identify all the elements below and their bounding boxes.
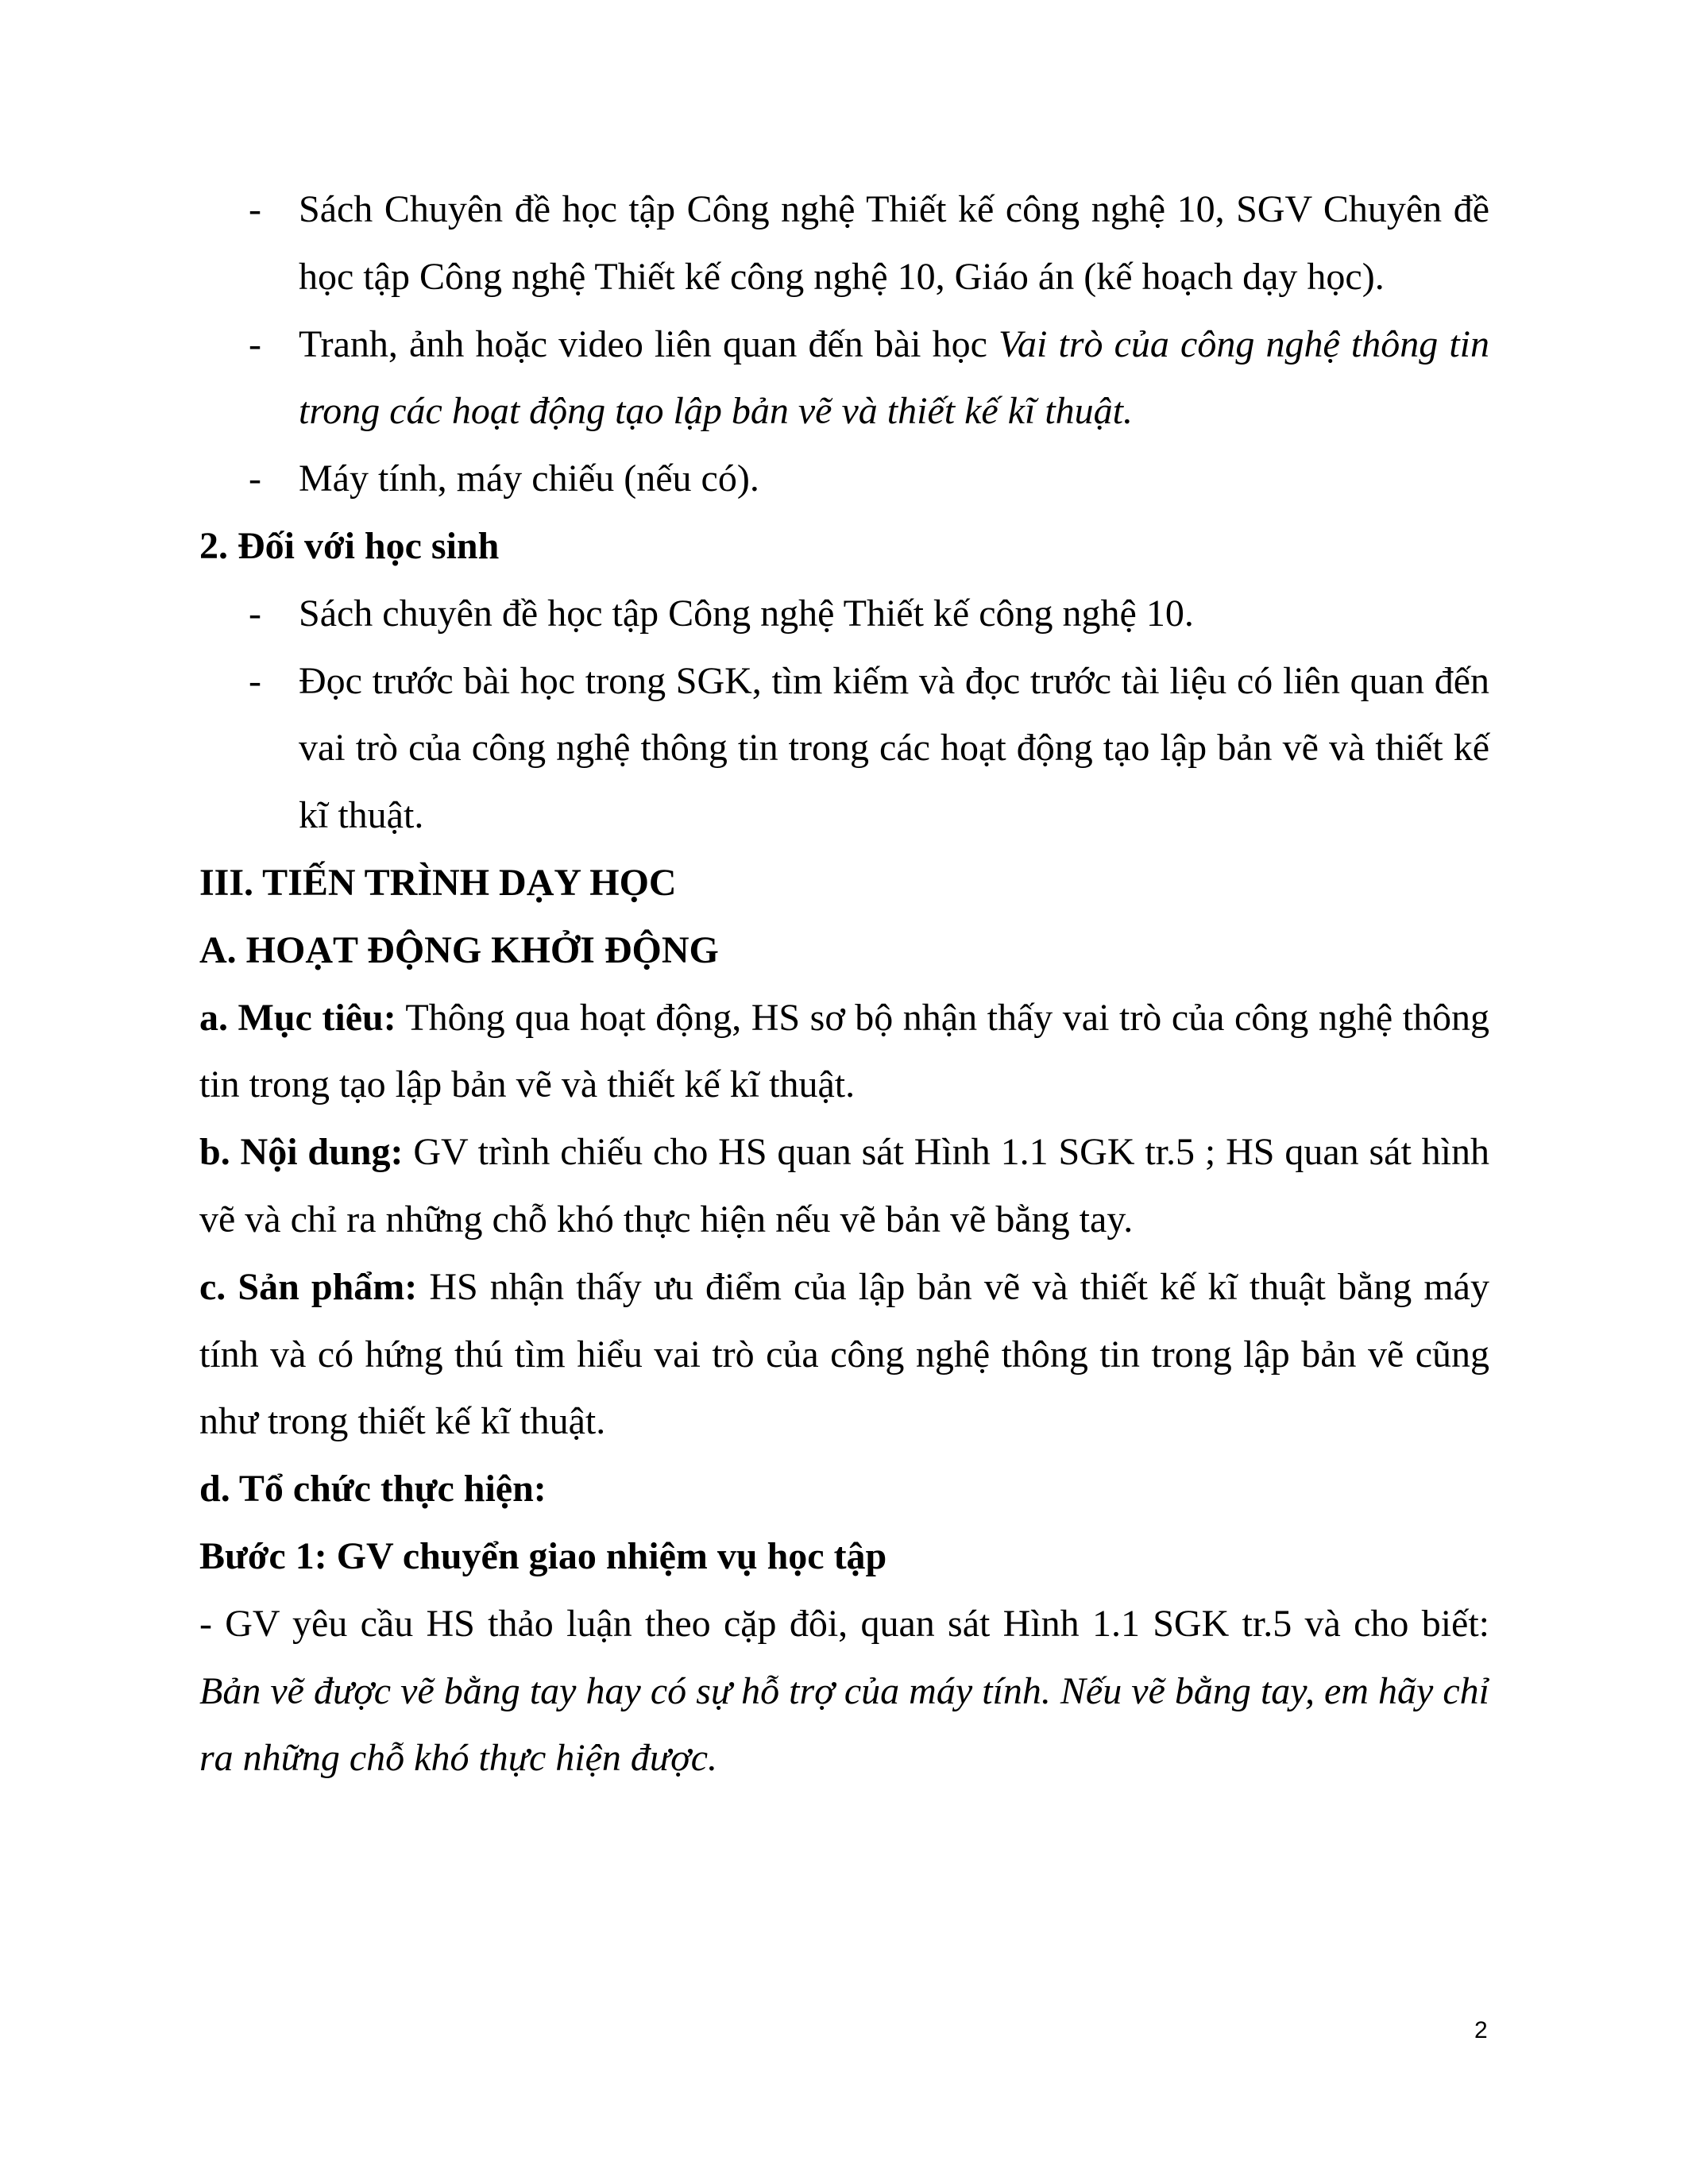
objective-label: a. Mục tiêu: xyxy=(199,996,396,1039)
step1-question: Bản vẽ được vẽ bằng tay hay có sự hỗ trợ của máy tính. Nếu vẽ bằng tay, em hãy chỉ ra những chỗ khó thực hiện được. xyxy=(199,1669,1489,1780)
section-heading: III. TIẾN TRÌNH DẠY HỌC xyxy=(199,861,677,904)
bullet-dash: - xyxy=(249,322,261,365)
content-paragraph xyxy=(199,1119,1489,1254)
list-item xyxy=(199,311,1489,446)
content-text: GV trình chiếu cho HS quan sát Hình 1.1 SGK tr.5 ; HS quan sát hình vẽ và chỉ ra những chỗ khó thực hiện nếu vẽ bản vẽ bằng tay. xyxy=(199,1131,1490,1241)
bullet-dash: - xyxy=(249,659,261,702)
list-item xyxy=(199,581,1489,648)
content-label: b. Nội dung: xyxy=(199,1131,404,1174)
activity-heading: A. HOẠT ĐỘNG KHỞI ĐỘNG xyxy=(199,928,719,971)
bullet-dash: - xyxy=(249,457,261,500)
list-item xyxy=(199,446,1489,513)
step1-text: - GV yêu cầu HS thảo luận theo cặp đôi, quan sát Hình 1.1 SGK tr.5 và cho biết: xyxy=(199,1602,1489,1645)
lesson-title: Vai trò của công nghệ thông tin trong các hoạt động tạo lập bản vẽ và thiết kế kĩ thuật. xyxy=(299,322,1489,433)
bullet-dash: - xyxy=(249,188,261,230)
list-item-text: Tranh, ảnh hoặc video liên quan đến bài học xyxy=(299,322,999,365)
page-number: 2 xyxy=(1474,2017,1488,2043)
objective-text: Thông qua hoạt động, HS sơ bộ nhận thấy vai trò của công nghệ thông tin trong tạo lập bản vẽ và thiết kế kĩ thuật. xyxy=(199,996,1490,1106)
list-item-text: Sách Chuyên đề học tập Công nghệ Thiết kế công nghệ 10, SGV Chuyên đề học tập Công nghệ Thiết kế công nghệ 10, Giáo án (kế hoạch dạy học). xyxy=(299,188,1489,298)
bullet-dash: - xyxy=(249,592,261,635)
product-text: HS nhận thấy ưu điểm của lập bản vẽ và thiết kế kĩ thuật bằng máy tính và có hứng thú tìm hiểu vai trò của công nghệ thông tin trong lập bản vẽ cũng như trong thiết kế kĩ thuật. xyxy=(199,1265,1489,1443)
product-paragraph xyxy=(199,1254,1489,1456)
list-item xyxy=(199,176,1489,311)
list-item-text: Sách chuyên đề học tập Công nghệ Thiết kế công nghệ 10. xyxy=(299,592,1194,635)
list-item xyxy=(199,648,1489,850)
document-body xyxy=(199,176,1489,1792)
step1-heading: Bước 1: GV chuyển giao nhiệm vụ học tập xyxy=(199,1534,887,1577)
list-item-text: Đọc trước bài học trong SGK, tìm kiếm và đọc trước tài liệu có liên quan đến vai trò của công nghệ thông tin trong các hoạt động tạo lập bản vẽ và thiết kế kĩ thuật. xyxy=(299,659,1489,837)
product-label: c. Sản phẩm: xyxy=(199,1265,418,1308)
step1-paragraph xyxy=(199,1591,1489,1792)
objective-paragraph xyxy=(199,985,1489,1120)
organization-heading: d. Tổ chức thực hiện: xyxy=(199,1468,547,1511)
list-item-text: Máy tính, máy chiếu (nếu có). xyxy=(299,457,759,500)
student-heading: 2. Đối với học sinh xyxy=(199,524,500,567)
